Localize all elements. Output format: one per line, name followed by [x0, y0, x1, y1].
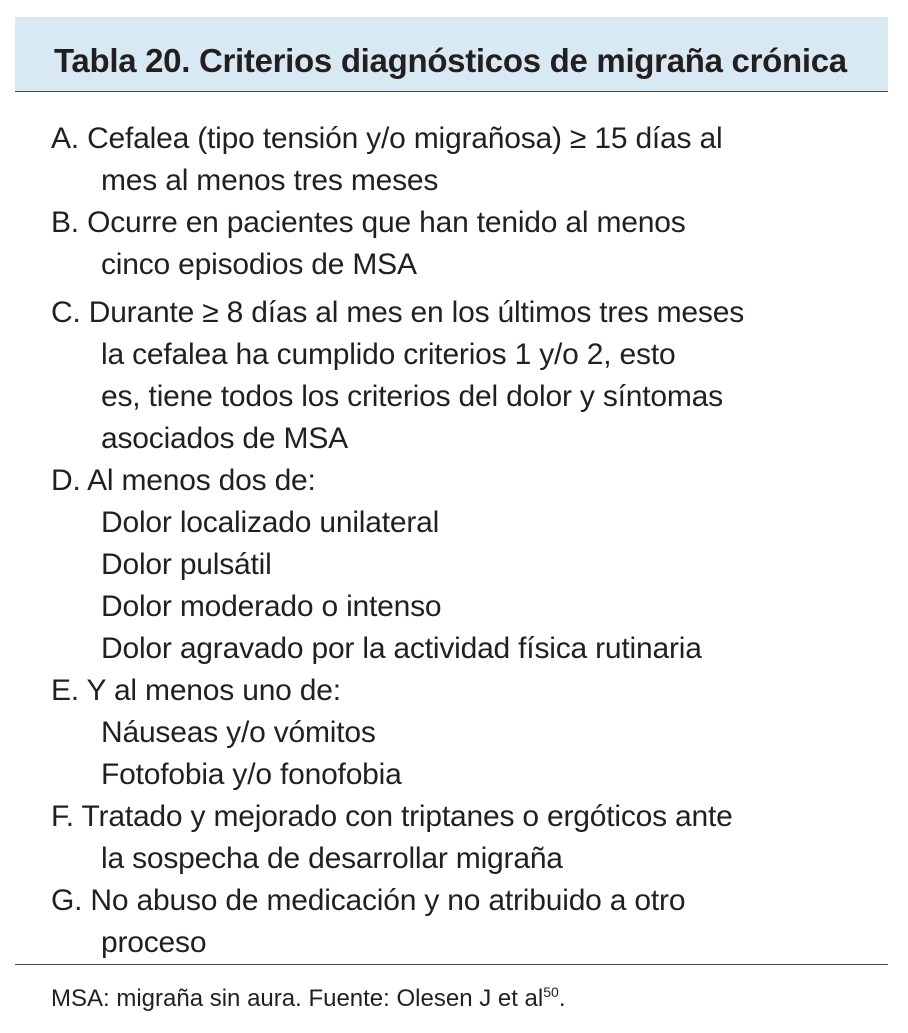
table-header	[15, 17, 888, 92]
table-title: Tabla 20. Criterios diagnósticos de migraña crónica	[54, 42, 847, 79]
footnote-reference: 50	[543, 984, 559, 1000]
criterion-line: proceso	[101, 926, 207, 959]
criterion-subitem: Dolor pulsátil	[101, 548, 272, 581]
criteria-list	[51, 118, 901, 964]
criterion-d	[51, 460, 901, 670]
criterion-subitem: Náuseas y/o vómitos	[101, 716, 376, 749]
criterion-line: E. Y al menos uno de:	[51, 674, 341, 707]
criterion-g	[51, 880, 901, 964]
criterion-a	[51, 118, 901, 202]
criterion-line: la cefalea ha cumplido criterios 1 y/o 2, esto	[101, 338, 676, 371]
criterion-f	[51, 796, 901, 880]
criterion-line: es, tiene todos los criterios del dolor y síntomas	[101, 380, 723, 413]
criterion-line: asociados de MSA	[101, 422, 348, 455]
criterion-line: F. Tratado y mejorado con triptanes o ergóticos ante	[51, 800, 733, 833]
criterion-line: C. Durante ≥ 8 días al mes en los últimos tres meses	[51, 296, 745, 329]
criterion-subitem: Dolor moderado o intenso	[101, 590, 442, 623]
criterion-b	[51, 202, 901, 286]
criterion-line: G. No abuso de medicación y no atribuido a otro	[51, 884, 686, 917]
criterion-subitem: Fotofobia y/o fonofobia	[101, 758, 402, 791]
footnote-text: MSA: migraña sin aura. Fuente: Olesen J et al	[51, 985, 544, 1012]
criterion-e	[51, 670, 901, 796]
footer-divider	[15, 964, 888, 965]
criterion-line: cinco episodios de MSA	[101, 248, 417, 281]
criterion-c	[51, 292, 901, 460]
table-footnote	[51, 984, 565, 1014]
criterion-line: A. Cefalea (tipo tensión y/o migrañosa) ≥ 15 días al	[51, 122, 723, 155]
criterion-line: D. Al menos dos de:	[51, 464, 316, 497]
criterion-line: la sospecha de desarrollar migraña	[101, 842, 563, 875]
criterion-subitem: Dolor agravado por la actividad física rutinaria	[101, 632, 702, 665]
footnote-period: .	[558, 985, 566, 1012]
criterion-line: B. Ocurre en pacientes que han tenido al menos	[51, 206, 686, 239]
criterion-line: mes al menos tres meses	[101, 164, 439, 197]
criterion-subitem: Dolor localizado unilateral	[101, 506, 440, 539]
